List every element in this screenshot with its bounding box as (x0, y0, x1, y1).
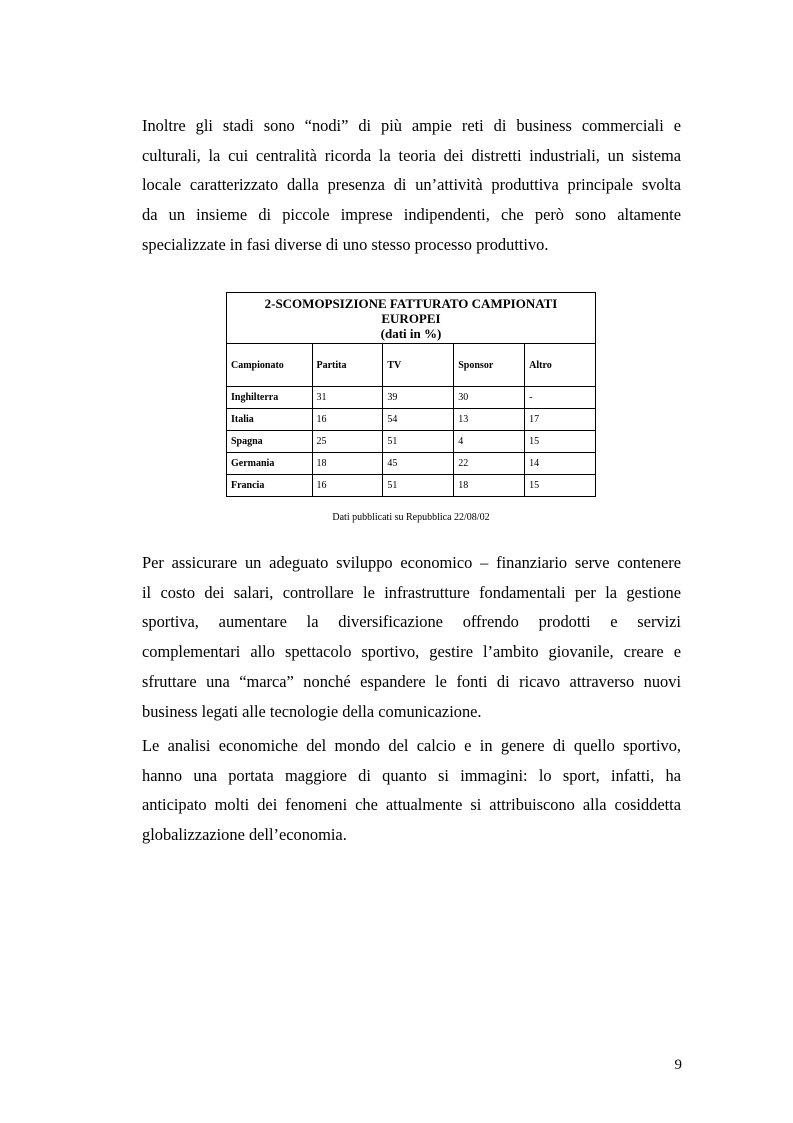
revenue-breakdown-table (226, 292, 596, 497)
cell-value: 4 (454, 431, 525, 453)
text-line: business legati alle tecnologie della comunicazione. (142, 701, 482, 721)
table-caption: Dati pubblicati su Repubblica 22/08/02 (332, 512, 490, 523)
cell-value: 16 (312, 409, 383, 431)
header-altro: Altro (525, 344, 596, 387)
page-number: 9 (674, 1057, 682, 1073)
table-row (227, 431, 596, 453)
paragraph-analisi (142, 731, 681, 850)
cell-value: 39 (383, 387, 454, 409)
header-sponsor: Sponsor (454, 344, 525, 387)
header-tv: TV (383, 344, 454, 387)
cell-value: 31 (312, 387, 383, 409)
cell-value: 18 (312, 453, 383, 475)
cell-value: 30 (454, 387, 525, 409)
text-line: complementari allo spettacolo sportivo, gestire l’ambito giovanile, creare e (142, 642, 681, 662)
text-line: hanno una portata maggiore di quanto si immagini: lo sport, infatti, ha (142, 765, 681, 785)
cell-country: Francia (227, 475, 313, 497)
text-line: specializzate in fasi diverse di uno stesso processo produttivo. (142, 234, 549, 254)
text-line: il costo dei salari, controllare le infrastrutture fondamentali per la gestione (142, 582, 681, 602)
table-header-row (227, 344, 596, 387)
text-line: globalizzazione dell’economia. (142, 825, 347, 845)
cell-country: Spagna (227, 431, 313, 453)
cell-value: 14 (525, 453, 596, 475)
header-campionato: Campionato (227, 344, 313, 387)
table-title-line: EUROPEI (381, 310, 441, 326)
cell-value: 17 (525, 409, 596, 431)
text-line: Per assicurare un adeguato sviluppo economico – finanziario serve contenere (142, 553, 681, 572)
cell-value: 15 (525, 431, 596, 453)
cell-value: - (525, 387, 596, 409)
cell-value: 45 (383, 453, 454, 475)
table-title-line: 2-SCOMOPSIZIONE FATTURATO CAMPIONATI (264, 295, 558, 311)
cell-country: Inghilterra (227, 387, 313, 409)
table-row (227, 387, 596, 409)
table-title (227, 293, 596, 344)
revenue-table-container (226, 292, 596, 497)
table-title-unit: (dati in %) (380, 325, 442, 341)
paragraph-stadi (142, 111, 681, 260)
table-row (227, 409, 596, 431)
cell-value: 22 (454, 453, 525, 475)
cell-value: 15 (525, 475, 596, 497)
cell-value: 16 (312, 475, 383, 497)
cell-value: 51 (383, 431, 454, 453)
text-line: culturali, la cui centralità ricorda la teoria dei distretti industriali, un sistema (142, 145, 681, 165)
text-line: anticipato molti dei fenomeni che attualmente si attribuiscono alla cosiddetta (142, 795, 681, 815)
cell-value: 51 (383, 475, 454, 497)
cell-value: 25 (312, 431, 383, 453)
cell-country: Italia (227, 409, 313, 431)
cell-country: Germania (227, 453, 313, 475)
paragraph-sviluppo (142, 548, 681, 726)
text-line: locale caratterizzato dalla presenza di un’attività produttiva principale svolta (142, 175, 681, 195)
cell-value: 13 (454, 409, 525, 431)
text-line: Le analisi economiche del mondo del calcio e in genere di quello sportivo, (142, 736, 681, 755)
header-partita: Partita (312, 344, 383, 387)
table-row (227, 453, 596, 475)
text-line: sportiva, aumentare la diversificazione offrendo prodotti e servizi (142, 612, 681, 632)
text-line: da un insieme di piccole imprese indipendenti, che però sono altamente (142, 205, 681, 225)
table-row (227, 475, 596, 497)
text-line: Inoltre gli stadi sono “nodi” di più ampie reti di business commerciali e (142, 116, 681, 135)
cell-value: 54 (383, 409, 454, 431)
cell-value: 18 (454, 475, 525, 497)
text-line: sfruttare una “marca” nonché espandere le fonti di ricavo attraverso nuovi (142, 671, 681, 691)
